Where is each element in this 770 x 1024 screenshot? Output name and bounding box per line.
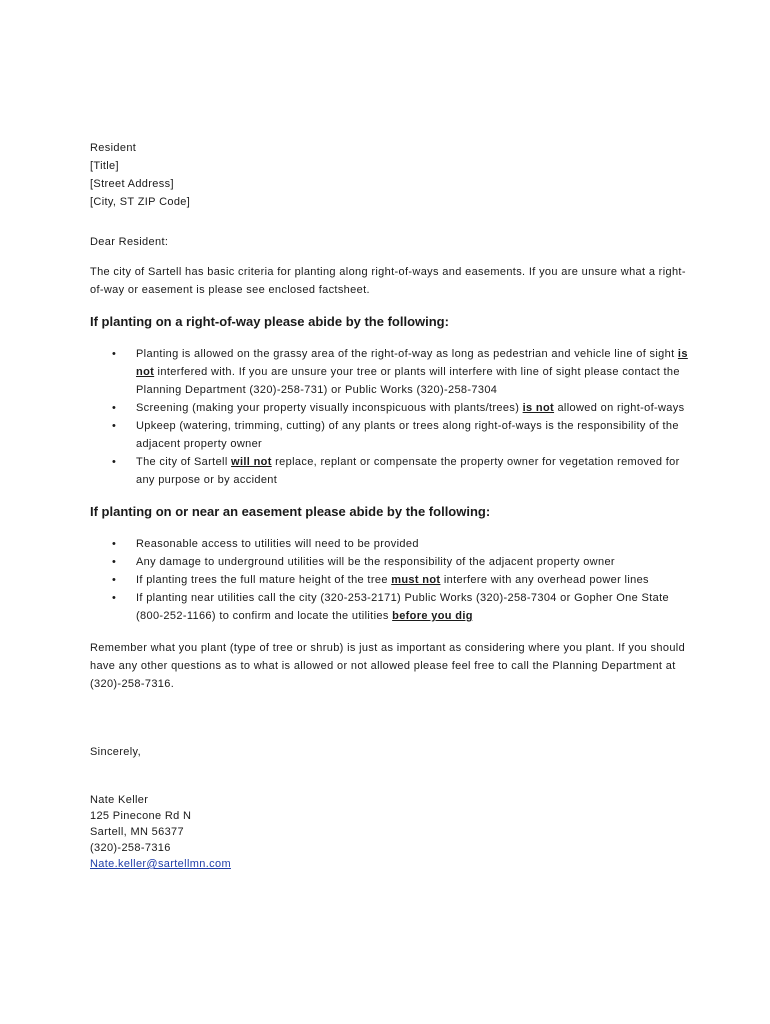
signature-name: Nate Keller	[90, 794, 149, 806]
sign-off: Sincerely,	[90, 746, 141, 758]
item-text: The city of Sartell	[136, 456, 232, 468]
easement-section-list	[90, 535, 690, 625]
list-item	[90, 589, 690, 625]
list-item	[90, 345, 690, 399]
list-item	[90, 453, 690, 489]
list-item	[90, 553, 690, 571]
item-text: Planting is allowed on the grassy area of the right-of-way as long as pedestrian and vehicle line of sight	[136, 348, 678, 360]
item-emphasis: will not	[231, 456, 272, 468]
item-text: If planting near utilities call the city (320-253-2171) Public Works (320)-258-7304 or Gopher One State (800-252-1166) to confirm and locate the utilities	[136, 592, 669, 622]
item-text: Upkeep (watering, trimming, cutting) of any plants or trees along right-of-ways is the responsibility of the adjacent property owner	[136, 420, 679, 450]
easement-section-heading: If planting on or near an easement please abide by the following:	[90, 504, 491, 519]
signature-street: 125 Pinecone Rd N	[90, 810, 192, 822]
signature-block	[90, 791, 690, 871]
item-text: replace, replant or compensate the property owner for vegetation removed for any purpose or by accident	[136, 456, 680, 486]
item-text: Any damage to underground utilities will be the responsibility of the adjacent property owner	[136, 556, 615, 568]
item-text: If planting trees the full mature height of the tree	[136, 574, 392, 586]
item-emphasis: before you dig	[392, 610, 473, 622]
item-text: interfere with any overhead power lines	[440, 574, 649, 586]
list-item	[90, 571, 690, 589]
item-emphasis: is not	[522, 402, 555, 414]
item-text: interfered with. If you are unsure your tree or plants will interfere with line of sight please contact the Planning Department (320)-258-731) or Public Works (320)-258-7304	[136, 366, 680, 396]
recipient-line: Resident	[90, 142, 137, 154]
item-emphasis: must not	[391, 574, 441, 586]
intro-paragraph: The city of Sartell has basic criteria for planting along right-of-ways and easements. If you are unsure what a right-of-way or easement is please see enclosed factsheet.	[90, 266, 686, 296]
recipient-address	[90, 139, 690, 211]
recipient-line: [City, ST ZIP Code]	[90, 196, 191, 208]
list-item	[90, 399, 690, 417]
signature-city: Sartell, MN 56377	[90, 826, 184, 838]
recipient-line: [Street Address]	[90, 178, 174, 190]
letter	[90, 139, 690, 871]
item-emphasis: is not	[136, 348, 688, 378]
item-text: Screening (making your property visually inconspicuous with plants/trees)	[136, 402, 523, 414]
list-item	[90, 535, 690, 553]
item-text: allowed on right-of-ways	[554, 402, 685, 414]
row-section-list	[90, 345, 690, 489]
item-text: Reasonable access to utilities will need to be provided	[136, 538, 419, 550]
signature-phone: (320)-258-7316	[90, 842, 171, 854]
row-section-heading: If planting on a right-of-way please abide by the following:	[90, 314, 449, 329]
list-item	[90, 417, 690, 453]
recipient-line: [Title]	[90, 160, 119, 172]
closing-paragraph: Remember what you plant (type of tree or shrub) is just as important as considering where you plant. If you should have any other questions as to what is allowed or not allowed please feel free to call the Planning Department at (320)-258-7316.	[90, 642, 686, 690]
email-link[interactable]: Nate.keller@sartellmn.com	[90, 858, 231, 870]
greeting: Dear Resident:	[90, 236, 169, 248]
